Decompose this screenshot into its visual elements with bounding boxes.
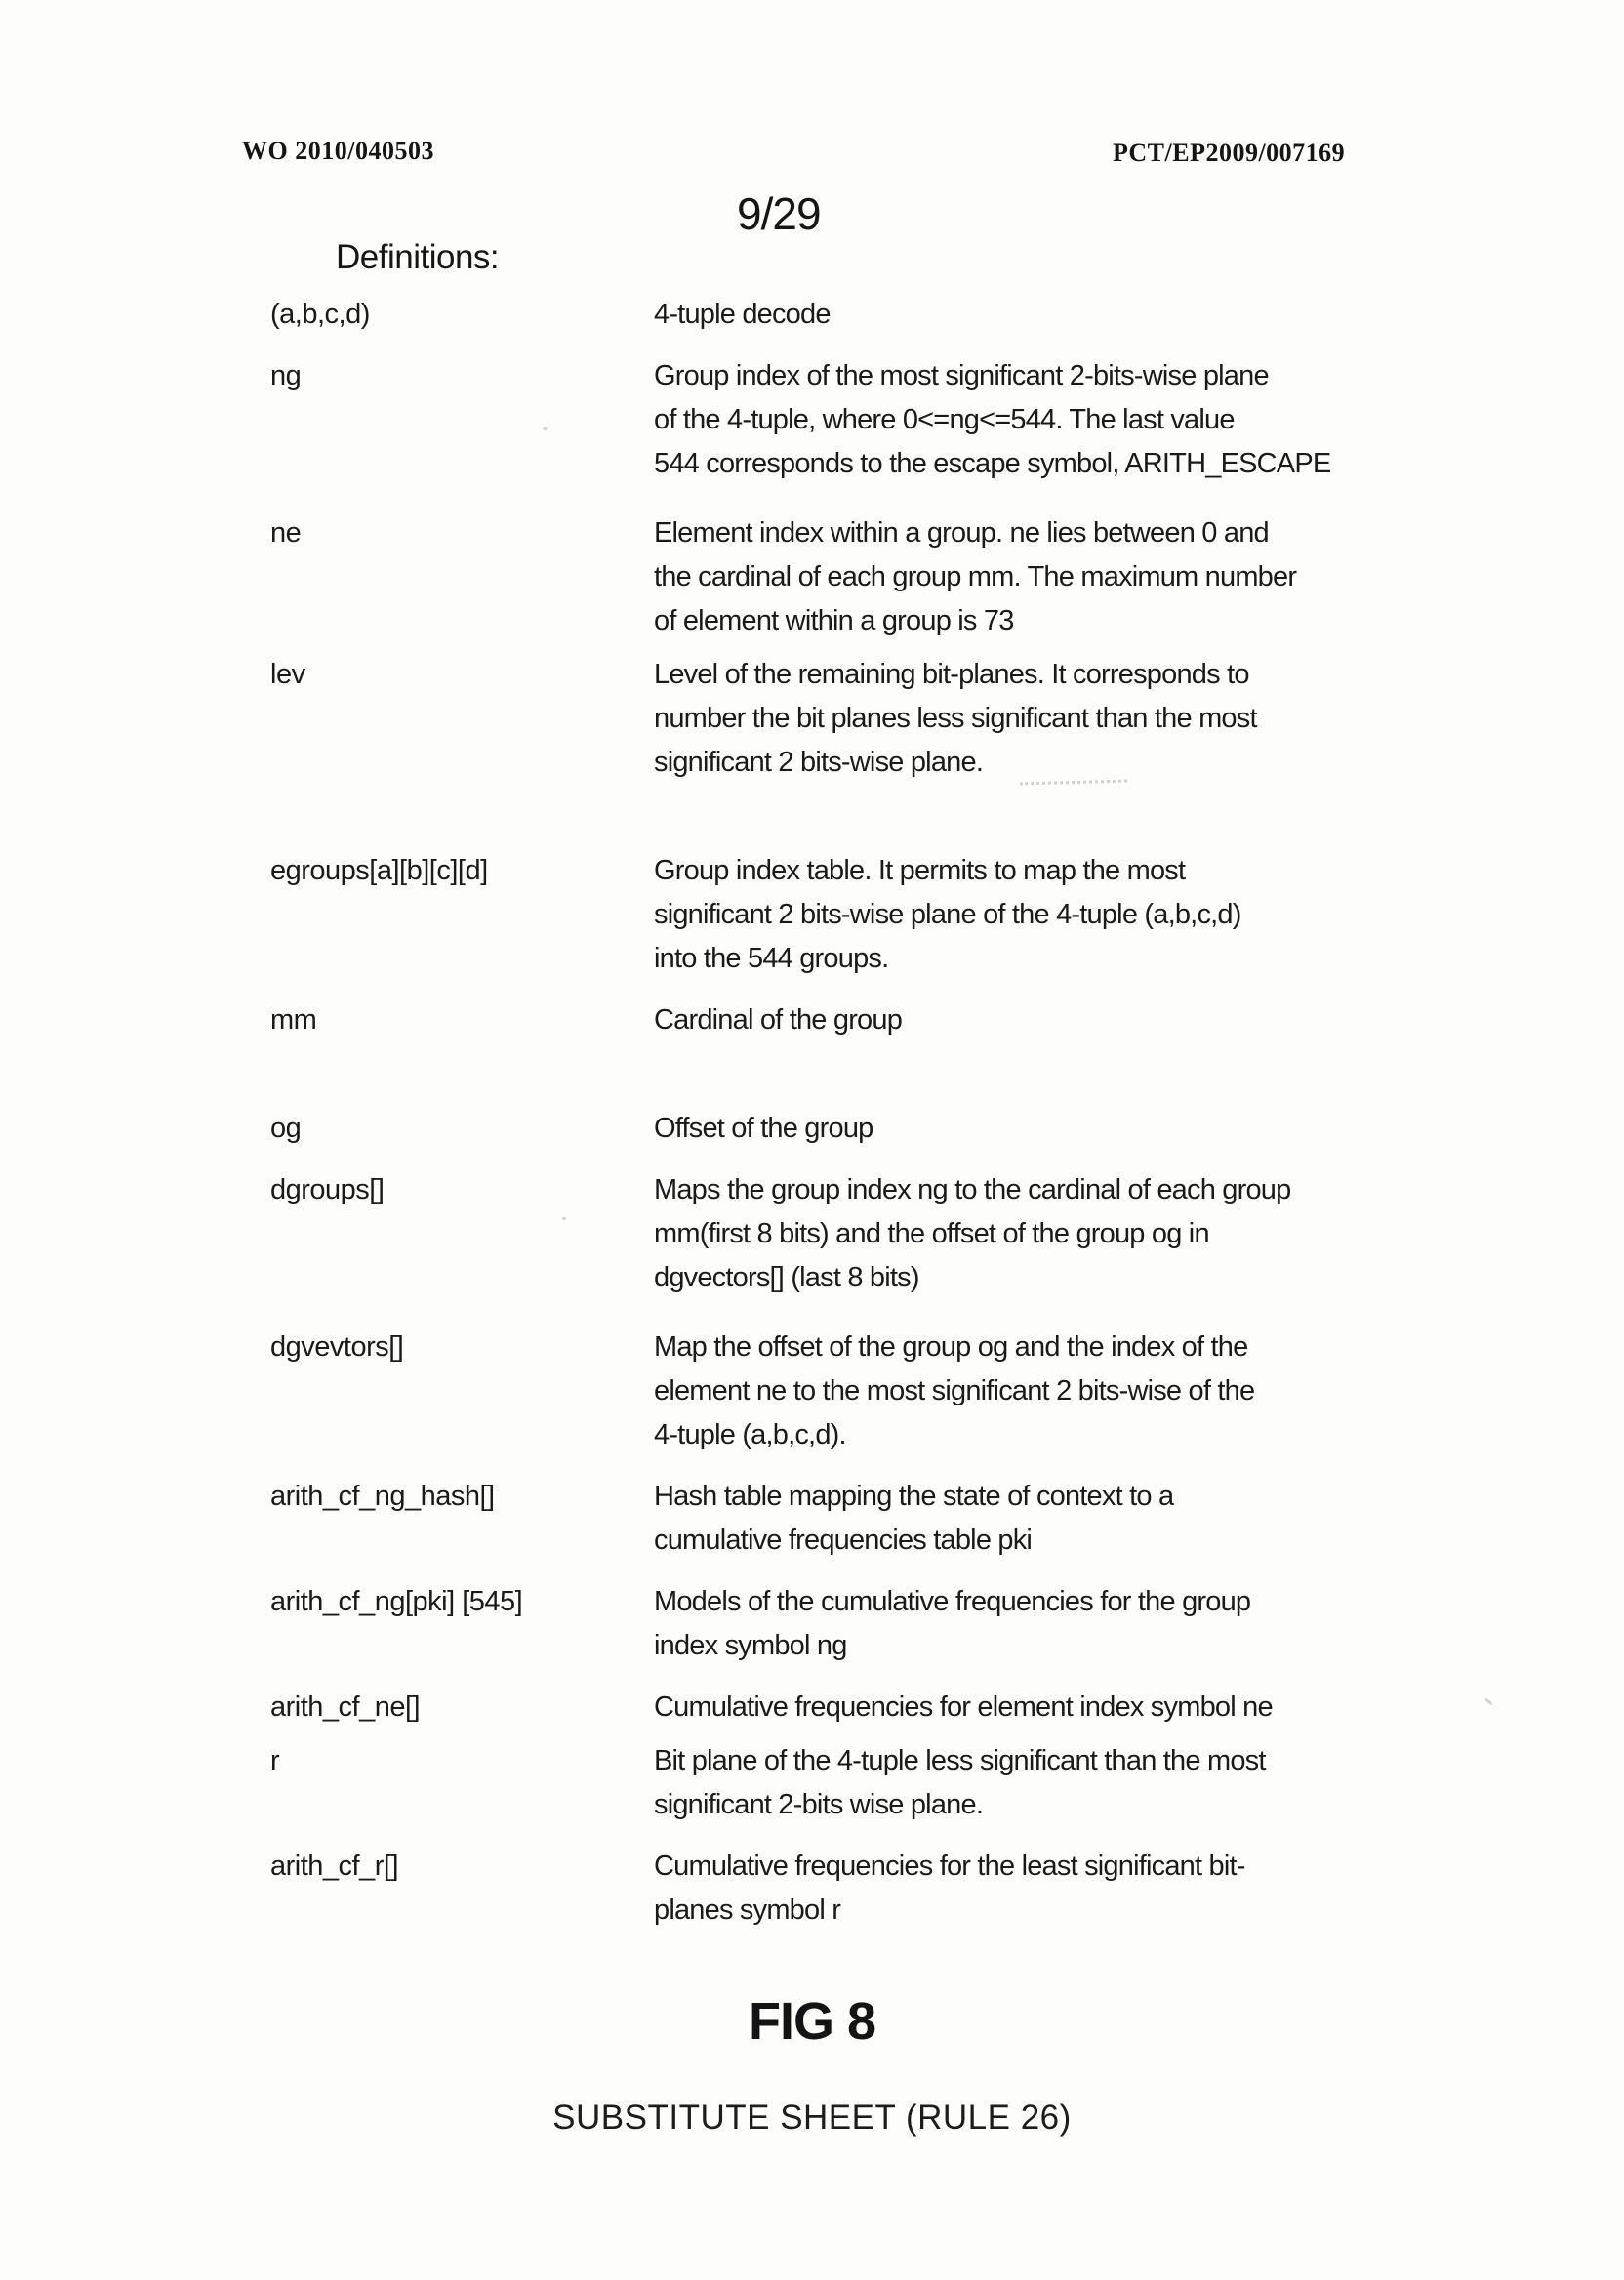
definition-row-dgroups — [270, 1168, 1373, 1300]
application-number: PCT/EP2009/007169 — [1113, 139, 1346, 167]
definition-text: Bit plane of the 4-tuple less significant than the most significant 2-bits wise plane. — [654, 1745, 1266, 1820]
sheet-number: 9/29 — [737, 188, 821, 239]
definition-text: Hash table mapping the state of context to a cumulative frequencies table pki — [654, 1481, 1174, 1556]
definition-text: Maps the group index ng to the cardinal of each group mm(first 8 bits) and the offset of the group og in dgvectors[] (last 8 bits) — [654, 1174, 1291, 1293]
definition-text: Cumulative frequencies for the least significant bit- planes symbol r — [654, 1851, 1245, 1926]
definition-row-mm — [270, 998, 1373, 1042]
definition-text: Cardinal of the group — [654, 1004, 903, 1036]
definition-term: arith_cf_ng[pki] [545] — [270, 1586, 523, 1617]
definition-text: Element index within a group. ne lies between 0 and the cardinal of each group mm. The maximum number of element within a group is 73 — [654, 517, 1297, 636]
definition-row-ne — [270, 511, 1373, 643]
definition-row-dgvevtors — [270, 1325, 1373, 1457]
definition-term: mm — [270, 1004, 317, 1036]
definition-row-arith-cf-ng-hash — [270, 1475, 1373, 1563]
definition-term: ng — [270, 360, 302, 391]
definition-term: dgroups[] — [270, 1174, 385, 1205]
definition-term: lev — [270, 659, 305, 690]
definition-row-egroups — [270, 849, 1373, 981]
definition-row-og — [270, 1107, 1373, 1151]
definition-row-abcd — [270, 293, 1373, 337]
figure-label: FIG 8 — [748, 1992, 876, 2051]
definition-term: og — [270, 1113, 302, 1144]
definition-term: dgvevtors[] — [270, 1331, 404, 1363]
section-title: Definitions: — [336, 238, 500, 276]
definition-term: arith_cf_r[] — [270, 1851, 398, 1882]
definition-text: Cumulative frequencies for element index symbol ne — [654, 1691, 1273, 1723]
definition-text: Offset of the group — [654, 1113, 873, 1144]
definition-text: Level of the remaining bit-planes. It corresponds to number the bit planes less significant than the most significant 2 bits-wise plane. — [654, 659, 1257, 778]
definition-text: Models of the cumulative frequencies for the group index symbol ng — [654, 1586, 1251, 1661]
definition-text: 4-tuple decode — [654, 299, 831, 330]
definition-term: r — [270, 1745, 280, 1776]
definition-term: arith_cf_ne[] — [270, 1691, 421, 1723]
definition-text: Map the offset of the group og and the index of the element ne to the most significant 2 bits-wise of the 4-tuple (a,b,c,d). — [654, 1331, 1255, 1450]
definition-term: (a,b,c,d) — [270, 299, 370, 330]
scan-artifact — [1484, 1697, 1493, 1705]
publication-number: WO 2010/040503 — [242, 137, 434, 165]
definition-row-arith-cf-r — [270, 1845, 1373, 1933]
definition-term: arith_cf_ng_hash[] — [270, 1481, 495, 1512]
definition-term: ne — [270, 517, 302, 549]
definition-row-lev — [270, 653, 1373, 785]
definition-text: Group index table. It permits to map the most significant 2 bits-wise plane of the 4-tuple (a,b,c,d) into the 544 groups. — [654, 855, 1241, 974]
definition-row-arith-cf-ng-pki — [270, 1580, 1373, 1668]
definition-row-ng — [270, 354, 1373, 486]
definition-text: Group index of the most significant 2-bits-wise plane of the 4-tuple, where 0<=ng<=544. The last value 544 corresponds to the escape symbol, ARITH_ESCAPE — [654, 360, 1331, 479]
definition-row-arith-cf-ne — [270, 1686, 1373, 1730]
definition-term: egroups[a][b][c][d] — [270, 855, 488, 886]
definitions-list — [270, 293, 1373, 1933]
substitute-sheet-note: SUBSTITUTE SHEET (RULE 26) — [552, 2098, 1072, 2137]
definition-row-r — [270, 1739, 1373, 1827]
